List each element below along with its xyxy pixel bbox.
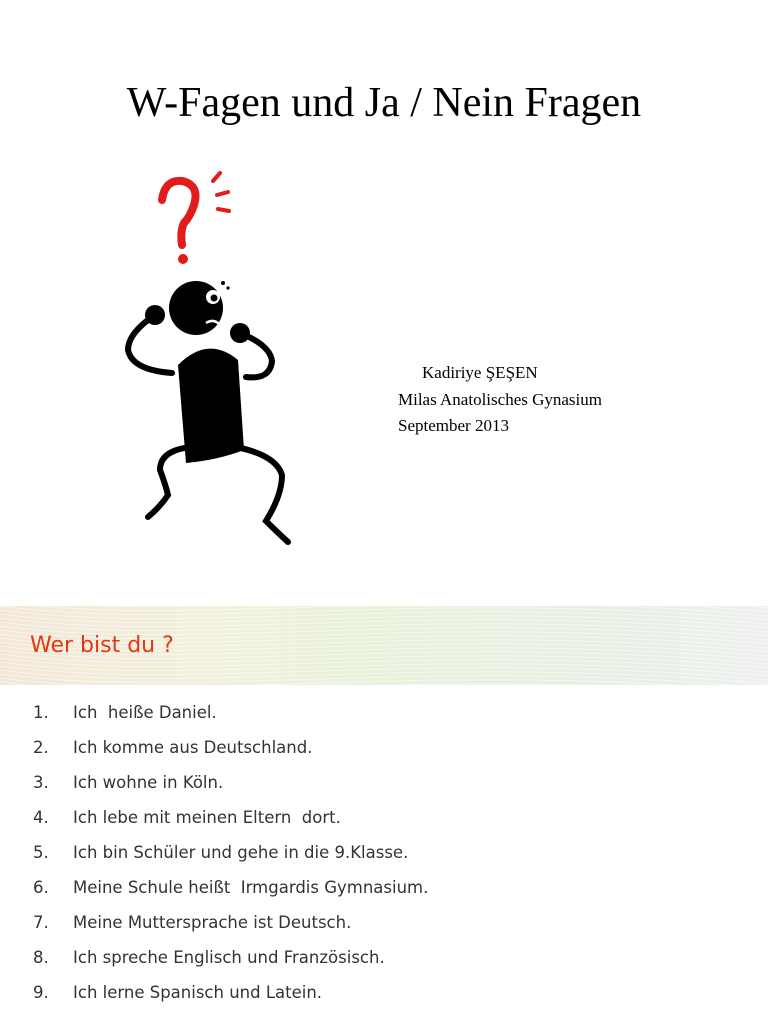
list-item-number: 7. [33, 913, 49, 932]
list-item [0, 803, 768, 838]
list-item [0, 768, 768, 803]
list-item-number: 6. [33, 878, 49, 897]
question-figure-icon [110, 165, 310, 555]
list-item-number: 9. [33, 983, 49, 1002]
list-item-text: Meine Muttersprache ist Deutsch. [73, 913, 352, 932]
list-item [0, 908, 768, 943]
list-item [0, 698, 768, 733]
slide-heading: Wer bist du ? [30, 633, 174, 658]
list-item-number: 1. [33, 703, 49, 722]
slide-title: W-Fagen und Ja / Nein Fragen [126, 80, 642, 126]
list-item-text: Ich spreche Englisch und Französisch. [73, 948, 385, 967]
school-name: Milas Anatolisches Gynasium [398, 389, 602, 409]
list-item [0, 873, 768, 908]
list-item-text: Ich bin Schüler und gehe in die 9.Klasse. [73, 843, 409, 862]
author-info [398, 360, 602, 440]
list-item-number: 2. [33, 738, 49, 757]
list-item-number: 8. [33, 948, 49, 967]
list-item-text: Ich lebe mit meinen Eltern dort. [73, 808, 341, 827]
list-item-text: Ich komme aus Deutschland. [73, 738, 313, 757]
list-item [0, 838, 768, 873]
list-item-text: Ich heiße Daniel. [73, 703, 217, 722]
sentence-list [0, 698, 768, 1013]
list-item [0, 733, 768, 768]
list-item-text: Meine Schule heißt Irmgardis Gymnasium. [73, 878, 429, 897]
confused-stick-figure-illustration [110, 165, 310, 555]
date-label: September 2013 [398, 416, 509, 435]
content-slide [0, 606, 768, 1024]
list-item-number: 5. [33, 843, 49, 862]
list-item-number: 4. [33, 808, 49, 827]
list-item [0, 943, 768, 978]
author-name: Kadiriye ŞEŞEN [422, 363, 538, 382]
list-item-text: Ich wohne in Köln. [73, 773, 224, 792]
heading-banner [0, 606, 768, 685]
list-item-text: Ich lerne Spanisch und Latein. [73, 983, 323, 1002]
list-item-number: 3. [33, 773, 49, 792]
list-item [0, 978, 768, 1013]
